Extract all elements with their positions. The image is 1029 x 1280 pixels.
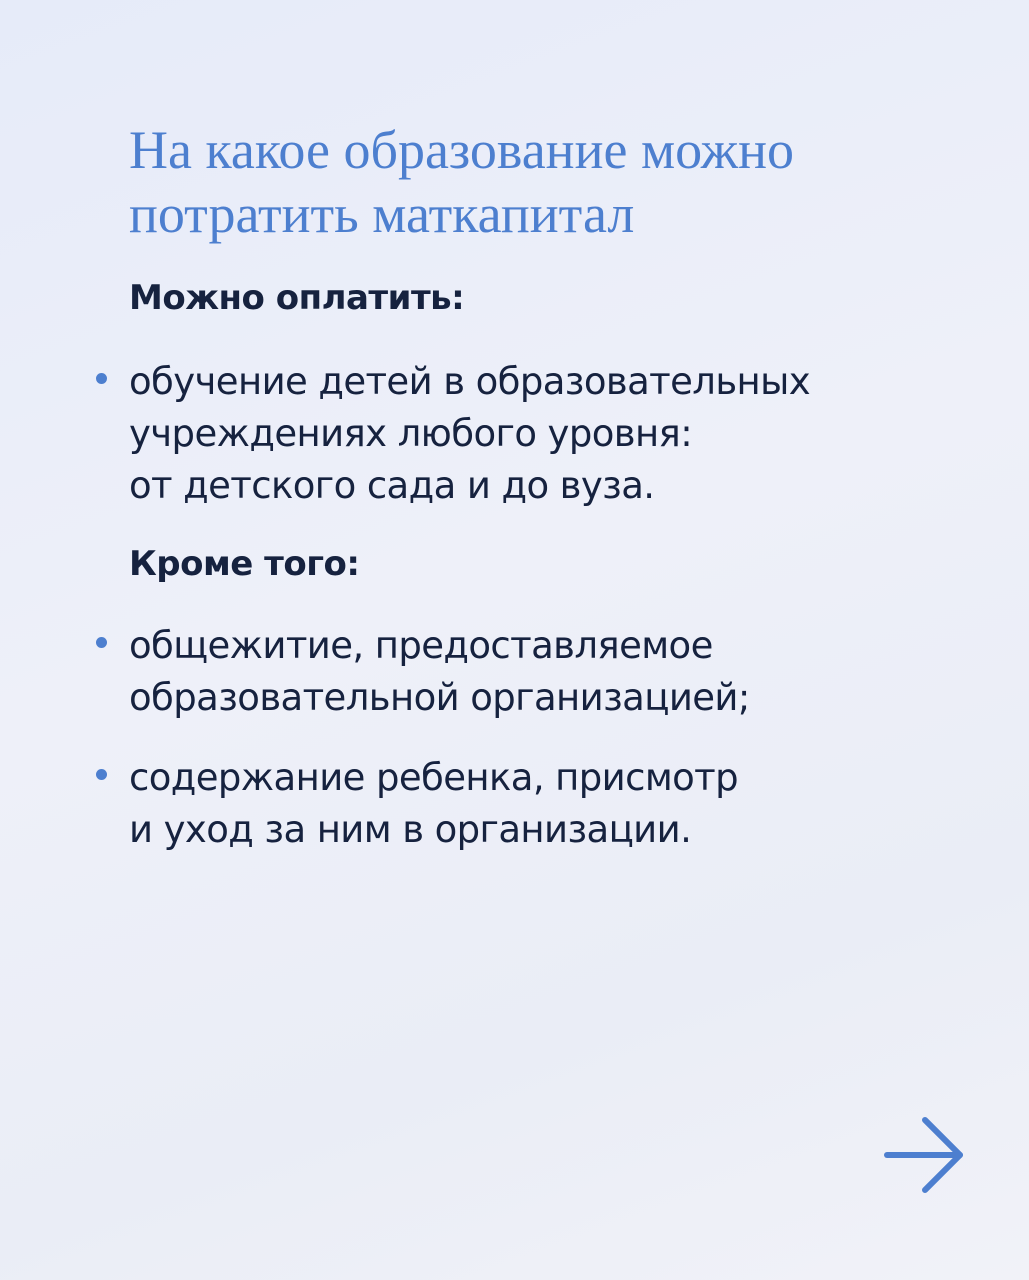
title-line-2: потратить маткапитал	[129, 184, 635, 244]
bullet-icon	[96, 373, 107, 384]
section-heading-besides: Кроме того:	[129, 544, 360, 584]
bullet-icon	[96, 637, 107, 648]
bullet-icon	[96, 769, 107, 780]
list-item-line: и уход за ним в организации.	[129, 808, 692, 851]
arrow-right-icon	[884, 1116, 966, 1194]
list-item-line: учреждениях любого уровня:	[129, 412, 693, 455]
list-item-line: образовательной организацией;	[129, 676, 750, 719]
list-item-line: содержание ребенка, присмотр	[129, 756, 739, 799]
list-item-text	[129, 356, 956, 512]
list-item-text	[129, 620, 956, 724]
list-item-dormitory	[96, 620, 956, 724]
list-item-text	[129, 752, 956, 856]
title-line-1: На какое образование можно	[129, 120, 794, 180]
list-item-education	[96, 356, 956, 512]
list-item-line: общежитие, предоставляемое	[129, 624, 713, 667]
section-heading-can-pay: Можно оплатить:	[129, 278, 465, 318]
list-item-line: обучение детей в образовательных	[129, 360, 811, 403]
next-button[interactable]	[884, 1116, 966, 1194]
list-item-childcare	[96, 752, 956, 856]
page-title	[129, 118, 989, 246]
list-item-line: от детского сада и до вуза.	[129, 464, 655, 507]
